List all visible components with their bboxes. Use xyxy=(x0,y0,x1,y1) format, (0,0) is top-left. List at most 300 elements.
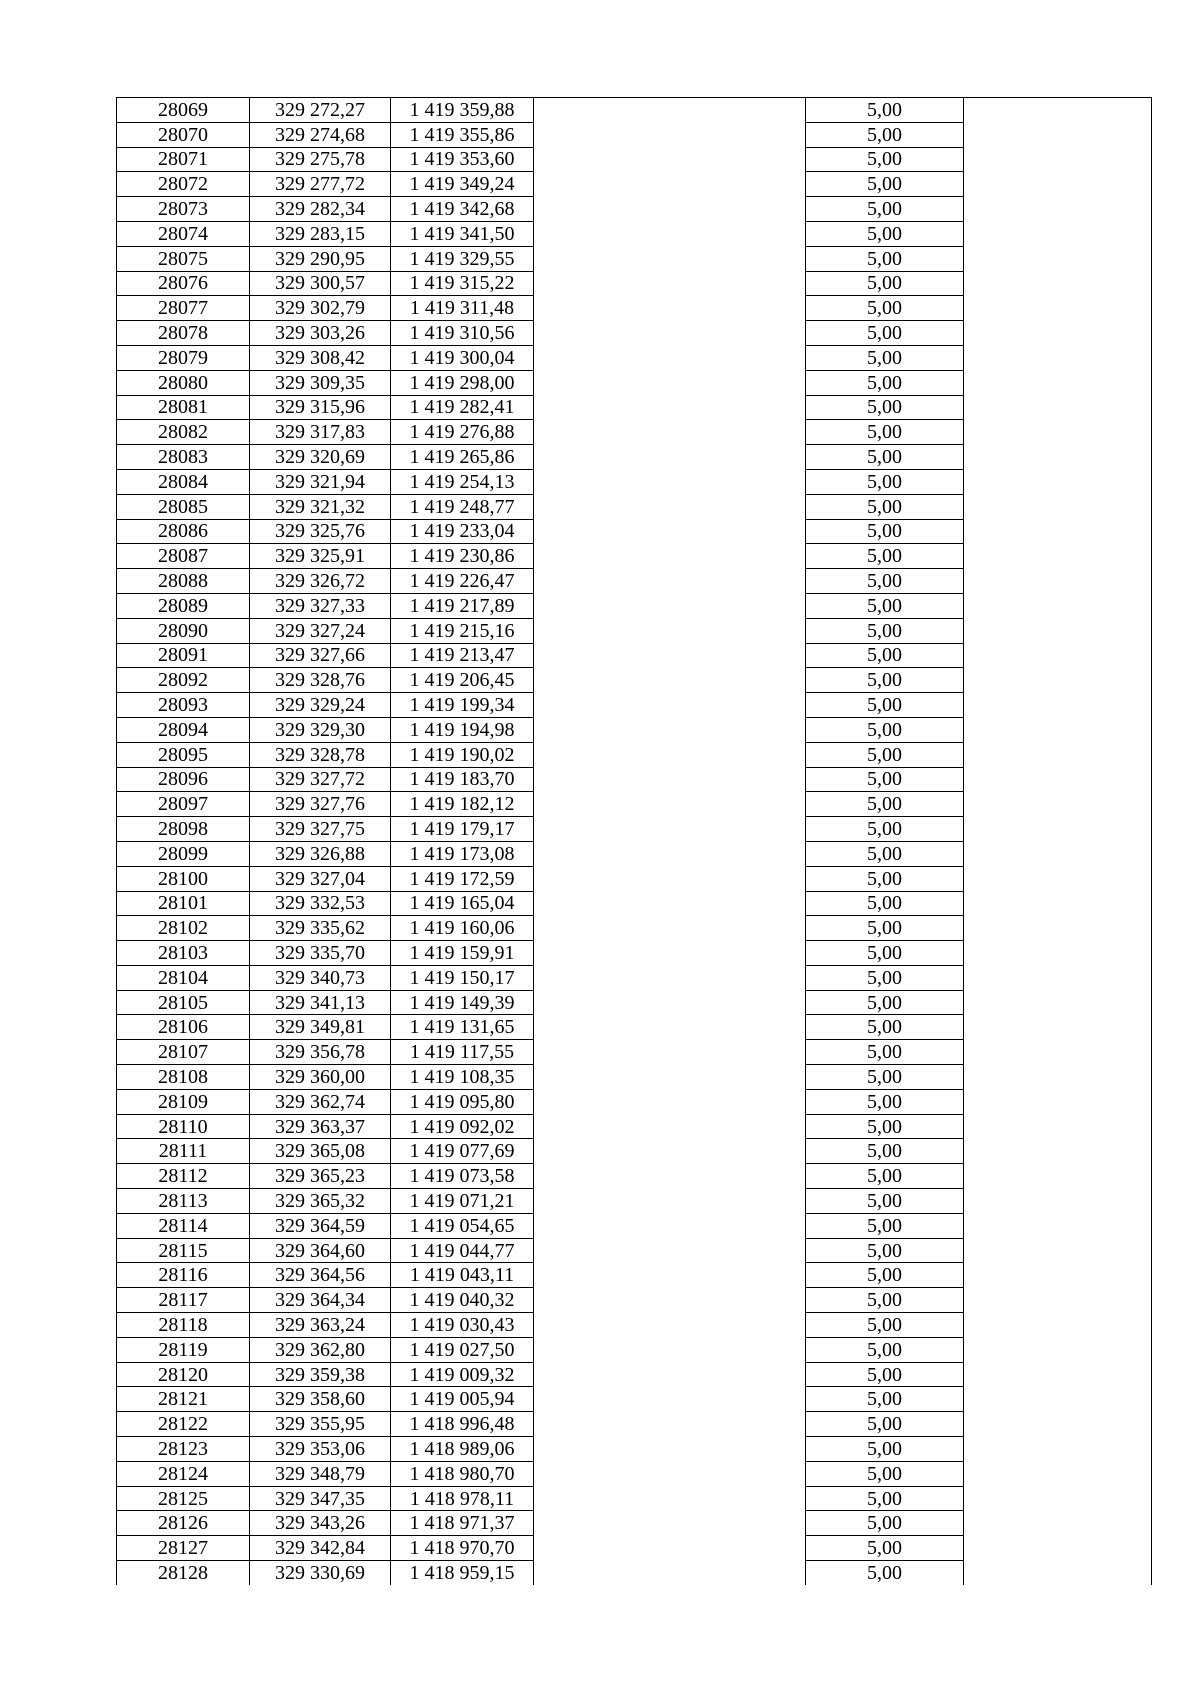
y-coordinate-cell: 1 419 311,48 xyxy=(391,296,534,321)
point-number-cell: 28109 xyxy=(117,1089,250,1114)
x-coordinate-cell: 329 290,95 xyxy=(250,246,391,271)
empty-cell xyxy=(964,891,1152,916)
accuracy-cell: 5,00 xyxy=(806,1213,964,1238)
table-row xyxy=(117,941,1152,966)
y-coordinate-cell: 1 419 276,88 xyxy=(391,420,534,445)
accuracy-cell: 5,00 xyxy=(806,1164,964,1189)
point-number-cell: 28120 xyxy=(117,1362,250,1387)
accuracy-cell: 5,00 xyxy=(806,296,964,321)
accuracy-cell: 5,00 xyxy=(806,1114,964,1139)
empty-cell xyxy=(534,395,806,420)
y-coordinate-cell: 1 419 159,91 xyxy=(391,941,534,966)
table-row xyxy=(117,519,1152,544)
table-row xyxy=(117,891,1152,916)
accuracy-cell: 5,00 xyxy=(806,891,964,916)
x-coordinate-cell: 329 303,26 xyxy=(250,321,391,346)
empty-cell xyxy=(534,197,806,222)
y-coordinate-cell: 1 419 183,70 xyxy=(391,767,534,792)
x-coordinate-cell: 329 327,76 xyxy=(250,792,391,817)
y-coordinate-cell: 1 418 989,06 xyxy=(391,1437,534,1462)
empty-cell xyxy=(534,494,806,519)
point-number-cell: 28112 xyxy=(117,1164,250,1189)
point-number-cell: 28094 xyxy=(117,717,250,742)
table-row xyxy=(117,1486,1152,1511)
accuracy-cell: 5,00 xyxy=(806,1238,964,1263)
empty-cell xyxy=(534,1536,806,1561)
empty-cell xyxy=(534,693,806,718)
y-coordinate-cell: 1 419 282,41 xyxy=(391,395,534,420)
table-row xyxy=(117,1561,1152,1585)
empty-cell xyxy=(534,1089,806,1114)
empty-cell xyxy=(534,296,806,321)
empty-cell xyxy=(964,767,1152,792)
y-coordinate-cell: 1 418 978,11 xyxy=(391,1486,534,1511)
empty-cell xyxy=(964,1288,1152,1313)
empty-cell xyxy=(964,345,1152,370)
y-coordinate-cell: 1 419 359,88 xyxy=(391,98,534,123)
accuracy-cell: 5,00 xyxy=(806,1561,964,1585)
empty-cell xyxy=(964,1437,1152,1462)
accuracy-cell: 5,00 xyxy=(806,98,964,123)
y-coordinate-cell: 1 419 353,60 xyxy=(391,147,534,172)
empty-cell xyxy=(534,1263,806,1288)
point-number-cell: 28100 xyxy=(117,866,250,891)
y-coordinate-cell: 1 419 233,04 xyxy=(391,519,534,544)
table-row xyxy=(117,1362,1152,1387)
table-row xyxy=(117,618,1152,643)
point-number-cell: 28115 xyxy=(117,1238,250,1263)
point-number-cell: 28110 xyxy=(117,1114,250,1139)
empty-cell xyxy=(534,593,806,618)
x-coordinate-cell: 329 327,33 xyxy=(250,593,391,618)
table-row xyxy=(117,742,1152,767)
y-coordinate-cell: 1 419 182,12 xyxy=(391,792,534,817)
accuracy-cell: 5,00 xyxy=(806,792,964,817)
empty-cell xyxy=(534,1015,806,1040)
accuracy-cell: 5,00 xyxy=(806,1263,964,1288)
point-number-cell: 28074 xyxy=(117,221,250,246)
table-row xyxy=(117,593,1152,618)
x-coordinate-cell: 329 342,84 xyxy=(250,1536,391,1561)
y-coordinate-cell: 1 419 215,16 xyxy=(391,618,534,643)
empty-cell xyxy=(964,420,1152,445)
empty-cell xyxy=(964,941,1152,966)
empty-cell xyxy=(964,370,1152,395)
empty-cell xyxy=(964,841,1152,866)
x-coordinate-cell: 329 364,60 xyxy=(250,1238,391,1263)
x-coordinate-cell: 329 329,24 xyxy=(250,693,391,718)
point-number-cell: 28102 xyxy=(117,916,250,941)
y-coordinate-cell: 1 419 298,00 xyxy=(391,370,534,395)
table-row xyxy=(117,98,1152,123)
empty-cell xyxy=(964,1561,1152,1585)
x-coordinate-cell: 329 343,26 xyxy=(250,1511,391,1536)
empty-cell xyxy=(964,693,1152,718)
point-number-cell: 28096 xyxy=(117,767,250,792)
accuracy-cell: 5,00 xyxy=(806,916,964,941)
y-coordinate-cell: 1 419 248,77 xyxy=(391,494,534,519)
point-number-cell: 28095 xyxy=(117,742,250,767)
empty-cell xyxy=(534,122,806,147)
y-coordinate-cell: 1 419 071,21 xyxy=(391,1189,534,1214)
accuracy-cell: 5,00 xyxy=(806,197,964,222)
empty-cell xyxy=(964,246,1152,271)
accuracy-cell: 5,00 xyxy=(806,767,964,792)
y-coordinate-cell: 1 419 254,13 xyxy=(391,469,534,494)
x-coordinate-cell: 329 356,78 xyxy=(250,1040,391,1065)
empty-cell xyxy=(534,1412,806,1437)
table-row xyxy=(117,767,1152,792)
y-coordinate-cell: 1 419 349,24 xyxy=(391,172,534,197)
table-row xyxy=(117,246,1152,271)
accuracy-cell: 5,00 xyxy=(806,941,964,966)
y-coordinate-cell: 1 419 355,86 xyxy=(391,122,534,147)
y-coordinate-cell: 1 419 009,32 xyxy=(391,1362,534,1387)
table-row xyxy=(117,1437,1152,1462)
point-number-cell: 28085 xyxy=(117,494,250,519)
y-coordinate-cell: 1 419 190,02 xyxy=(391,742,534,767)
empty-cell xyxy=(964,321,1152,346)
y-coordinate-cell: 1 419 149,39 xyxy=(391,990,534,1015)
empty-cell xyxy=(534,147,806,172)
y-coordinate-cell: 1 419 027,50 xyxy=(391,1337,534,1362)
empty-cell xyxy=(534,1164,806,1189)
accuracy-cell: 5,00 xyxy=(806,1412,964,1437)
point-number-cell: 28082 xyxy=(117,420,250,445)
empty-cell xyxy=(534,1213,806,1238)
table-row xyxy=(117,1139,1152,1164)
empty-cell xyxy=(964,1065,1152,1090)
point-number-cell: 28084 xyxy=(117,469,250,494)
point-number-cell: 28128 xyxy=(117,1561,250,1585)
empty-cell xyxy=(964,395,1152,420)
table-row xyxy=(117,841,1152,866)
accuracy-cell: 5,00 xyxy=(806,519,964,544)
empty-cell xyxy=(964,1139,1152,1164)
empty-cell xyxy=(964,1189,1152,1214)
point-number-cell: 28125 xyxy=(117,1486,250,1511)
y-coordinate-cell: 1 419 226,47 xyxy=(391,569,534,594)
empty-cell xyxy=(964,122,1152,147)
empty-cell xyxy=(964,965,1152,990)
x-coordinate-cell: 329 359,38 xyxy=(250,1362,391,1387)
point-number-cell: 28070 xyxy=(117,122,250,147)
x-coordinate-cell: 329 362,74 xyxy=(250,1089,391,1114)
accuracy-cell: 5,00 xyxy=(806,618,964,643)
empty-cell xyxy=(534,1114,806,1139)
empty-cell xyxy=(534,1461,806,1486)
table-row xyxy=(117,1114,1152,1139)
x-coordinate-cell: 329 364,34 xyxy=(250,1288,391,1313)
x-coordinate-cell: 329 330,69 xyxy=(250,1561,391,1585)
empty-cell xyxy=(534,965,806,990)
empty-cell xyxy=(534,246,806,271)
table-row xyxy=(117,469,1152,494)
empty-cell xyxy=(964,1461,1152,1486)
empty-cell xyxy=(964,1238,1152,1263)
empty-cell xyxy=(534,1189,806,1214)
x-coordinate-cell: 329 332,53 xyxy=(250,891,391,916)
empty-cell xyxy=(534,1362,806,1387)
x-coordinate-cell: 329 355,95 xyxy=(250,1412,391,1437)
empty-cell xyxy=(534,866,806,891)
y-coordinate-cell: 1 419 150,17 xyxy=(391,965,534,990)
table-row xyxy=(117,1387,1152,1412)
point-number-cell: 28075 xyxy=(117,246,250,271)
y-coordinate-cell: 1 419 342,68 xyxy=(391,197,534,222)
accuracy-cell: 5,00 xyxy=(806,866,964,891)
accuracy-cell: 5,00 xyxy=(806,965,964,990)
x-coordinate-cell: 329 365,08 xyxy=(250,1139,391,1164)
y-coordinate-cell: 1 419 329,55 xyxy=(391,246,534,271)
x-coordinate-cell: 329 353,06 xyxy=(250,1437,391,1462)
point-number-cell: 28119 xyxy=(117,1337,250,1362)
table-row xyxy=(117,1337,1152,1362)
table-row xyxy=(117,1015,1152,1040)
x-coordinate-cell: 329 328,76 xyxy=(250,668,391,693)
x-coordinate-cell: 329 327,72 xyxy=(250,767,391,792)
table-row xyxy=(117,693,1152,718)
accuracy-cell: 5,00 xyxy=(806,817,964,842)
empty-cell xyxy=(534,445,806,470)
y-coordinate-cell: 1 418 971,37 xyxy=(391,1511,534,1536)
empty-cell xyxy=(964,1536,1152,1561)
empty-cell xyxy=(964,618,1152,643)
accuracy-cell: 5,00 xyxy=(806,469,964,494)
y-coordinate-cell: 1 419 315,22 xyxy=(391,271,534,296)
x-coordinate-cell: 329 320,69 xyxy=(250,445,391,470)
point-number-cell: 28088 xyxy=(117,569,250,594)
point-number-cell: 28122 xyxy=(117,1412,250,1437)
x-coordinate-cell: 329 274,68 xyxy=(250,122,391,147)
accuracy-cell: 5,00 xyxy=(806,668,964,693)
table-row xyxy=(117,1461,1152,1486)
empty-cell xyxy=(964,172,1152,197)
point-number-cell: 28098 xyxy=(117,817,250,842)
x-coordinate-cell: 329 349,81 xyxy=(250,1015,391,1040)
x-coordinate-cell: 329 326,72 xyxy=(250,569,391,594)
empty-cell xyxy=(964,817,1152,842)
x-coordinate-cell: 329 315,96 xyxy=(250,395,391,420)
table-row xyxy=(117,494,1152,519)
point-number-cell: 28114 xyxy=(117,1213,250,1238)
table-row xyxy=(117,420,1152,445)
point-number-cell: 28087 xyxy=(117,544,250,569)
empty-cell xyxy=(534,792,806,817)
empty-cell xyxy=(534,668,806,693)
empty-cell xyxy=(964,1114,1152,1139)
table-row xyxy=(117,271,1152,296)
y-coordinate-cell: 1 419 172,59 xyxy=(391,866,534,891)
y-coordinate-cell: 1 419 040,32 xyxy=(391,1288,534,1313)
y-coordinate-cell: 1 419 213,47 xyxy=(391,643,534,668)
x-coordinate-cell: 329 317,83 xyxy=(250,420,391,445)
empty-cell xyxy=(534,569,806,594)
x-coordinate-cell: 329 327,66 xyxy=(250,643,391,668)
x-coordinate-cell: 329 362,80 xyxy=(250,1337,391,1362)
accuracy-cell: 5,00 xyxy=(806,370,964,395)
table-row xyxy=(117,1040,1152,1065)
point-number-cell: 28099 xyxy=(117,841,250,866)
x-coordinate-cell: 329 325,76 xyxy=(250,519,391,544)
table-row xyxy=(117,668,1152,693)
empty-cell xyxy=(534,519,806,544)
empty-cell xyxy=(534,1139,806,1164)
point-number-cell: 28086 xyxy=(117,519,250,544)
accuracy-cell: 5,00 xyxy=(806,1139,964,1164)
empty-cell xyxy=(534,643,806,668)
x-coordinate-cell: 329 365,32 xyxy=(250,1189,391,1214)
empty-cell xyxy=(534,742,806,767)
table-row xyxy=(117,990,1152,1015)
point-number-cell: 28083 xyxy=(117,445,250,470)
accuracy-cell: 5,00 xyxy=(806,643,964,668)
accuracy-cell: 5,00 xyxy=(806,1065,964,1090)
point-number-cell: 28104 xyxy=(117,965,250,990)
empty-cell xyxy=(964,990,1152,1015)
point-number-cell: 28121 xyxy=(117,1387,250,1412)
empty-cell xyxy=(534,1561,806,1585)
empty-cell xyxy=(534,420,806,445)
accuracy-cell: 5,00 xyxy=(806,544,964,569)
empty-cell xyxy=(964,866,1152,891)
empty-cell xyxy=(534,98,806,123)
accuracy-cell: 5,00 xyxy=(806,1015,964,1040)
y-coordinate-cell: 1 419 117,55 xyxy=(391,1040,534,1065)
x-coordinate-cell: 329 283,15 xyxy=(250,221,391,246)
x-coordinate-cell: 329 347,35 xyxy=(250,1486,391,1511)
y-coordinate-cell: 1 418 959,15 xyxy=(391,1561,534,1585)
point-number-cell: 28127 xyxy=(117,1536,250,1561)
point-number-cell: 28123 xyxy=(117,1437,250,1462)
x-coordinate-cell: 329 308,42 xyxy=(250,345,391,370)
accuracy-cell: 5,00 xyxy=(806,693,964,718)
y-coordinate-cell: 1 418 996,48 xyxy=(391,1412,534,1437)
empty-cell xyxy=(964,1164,1152,1189)
x-coordinate-cell: 329 302,79 xyxy=(250,296,391,321)
x-coordinate-cell: 329 329,30 xyxy=(250,717,391,742)
point-number-cell: 28113 xyxy=(117,1189,250,1214)
point-number-cell: 28101 xyxy=(117,891,250,916)
table-row xyxy=(117,197,1152,222)
empty-cell xyxy=(534,817,806,842)
empty-cell xyxy=(964,792,1152,817)
accuracy-cell: 5,00 xyxy=(806,1387,964,1412)
y-coordinate-cell: 1 419 194,98 xyxy=(391,717,534,742)
x-coordinate-cell: 329 348,79 xyxy=(250,1461,391,1486)
x-coordinate-cell: 329 272,27 xyxy=(250,98,391,123)
x-coordinate-cell: 329 360,00 xyxy=(250,1065,391,1090)
table-row xyxy=(117,345,1152,370)
empty-cell xyxy=(964,469,1152,494)
empty-cell xyxy=(534,841,806,866)
point-number-cell: 28124 xyxy=(117,1461,250,1486)
empty-cell xyxy=(534,1511,806,1536)
empty-cell xyxy=(964,98,1152,123)
empty-cell xyxy=(534,1387,806,1412)
point-number-cell: 28108 xyxy=(117,1065,250,1090)
empty-cell xyxy=(534,990,806,1015)
x-coordinate-cell: 329 309,35 xyxy=(250,370,391,395)
y-coordinate-cell: 1 419 160,06 xyxy=(391,916,534,941)
point-number-cell: 28107 xyxy=(117,1040,250,1065)
empty-cell xyxy=(534,469,806,494)
accuracy-cell: 5,00 xyxy=(806,1189,964,1214)
empty-cell xyxy=(534,916,806,941)
x-coordinate-cell: 329 341,13 xyxy=(250,990,391,1015)
point-number-cell: 28073 xyxy=(117,197,250,222)
point-number-cell: 28092 xyxy=(117,668,250,693)
empty-cell xyxy=(964,271,1152,296)
y-coordinate-cell: 1 419 054,65 xyxy=(391,1213,534,1238)
accuracy-cell: 5,00 xyxy=(806,1089,964,1114)
table-row xyxy=(117,1263,1152,1288)
accuracy-cell: 5,00 xyxy=(806,122,964,147)
x-coordinate-cell: 329 328,78 xyxy=(250,742,391,767)
table-row xyxy=(117,122,1152,147)
accuracy-cell: 5,00 xyxy=(806,147,964,172)
point-number-cell: 28118 xyxy=(117,1313,250,1338)
accuracy-cell: 5,00 xyxy=(806,1288,964,1313)
table-row xyxy=(117,221,1152,246)
empty-cell xyxy=(534,271,806,296)
table-row xyxy=(117,395,1152,420)
empty-cell xyxy=(964,494,1152,519)
x-coordinate-cell: 329 340,73 xyxy=(250,965,391,990)
point-number-cell: 28116 xyxy=(117,1263,250,1288)
empty-cell xyxy=(534,767,806,792)
accuracy-cell: 5,00 xyxy=(806,593,964,618)
empty-cell xyxy=(964,1089,1152,1114)
point-number-cell: 28077 xyxy=(117,296,250,321)
table-row xyxy=(117,717,1152,742)
x-coordinate-cell: 329 365,23 xyxy=(250,1164,391,1189)
table-row xyxy=(117,1511,1152,1536)
table-row xyxy=(117,1065,1152,1090)
empty-cell xyxy=(534,1238,806,1263)
x-coordinate-cell: 329 327,24 xyxy=(250,618,391,643)
empty-cell xyxy=(964,445,1152,470)
x-coordinate-cell: 329 325,91 xyxy=(250,544,391,569)
point-number-cell: 28071 xyxy=(117,147,250,172)
accuracy-cell: 5,00 xyxy=(806,1040,964,1065)
accuracy-cell: 5,00 xyxy=(806,172,964,197)
accuracy-cell: 5,00 xyxy=(806,1337,964,1362)
x-coordinate-cell: 329 321,94 xyxy=(250,469,391,494)
accuracy-cell: 5,00 xyxy=(806,1511,964,1536)
empty-cell xyxy=(964,742,1152,767)
y-coordinate-cell: 1 419 095,80 xyxy=(391,1089,534,1114)
empty-cell xyxy=(534,717,806,742)
accuracy-cell: 5,00 xyxy=(806,445,964,470)
empty-cell xyxy=(534,1313,806,1338)
accuracy-cell: 5,00 xyxy=(806,271,964,296)
empty-cell xyxy=(964,1313,1152,1338)
table-row xyxy=(117,1089,1152,1114)
table-row xyxy=(117,1213,1152,1238)
accuracy-cell: 5,00 xyxy=(806,1461,964,1486)
empty-cell xyxy=(964,1412,1152,1437)
point-number-cell: 28076 xyxy=(117,271,250,296)
x-coordinate-cell: 329 277,72 xyxy=(250,172,391,197)
empty-cell xyxy=(534,321,806,346)
y-coordinate-cell: 1 419 077,69 xyxy=(391,1139,534,1164)
accuracy-cell: 5,00 xyxy=(806,569,964,594)
table-row xyxy=(117,866,1152,891)
y-coordinate-cell: 1 419 165,04 xyxy=(391,891,534,916)
x-coordinate-cell: 329 364,56 xyxy=(250,1263,391,1288)
empty-cell xyxy=(534,941,806,966)
